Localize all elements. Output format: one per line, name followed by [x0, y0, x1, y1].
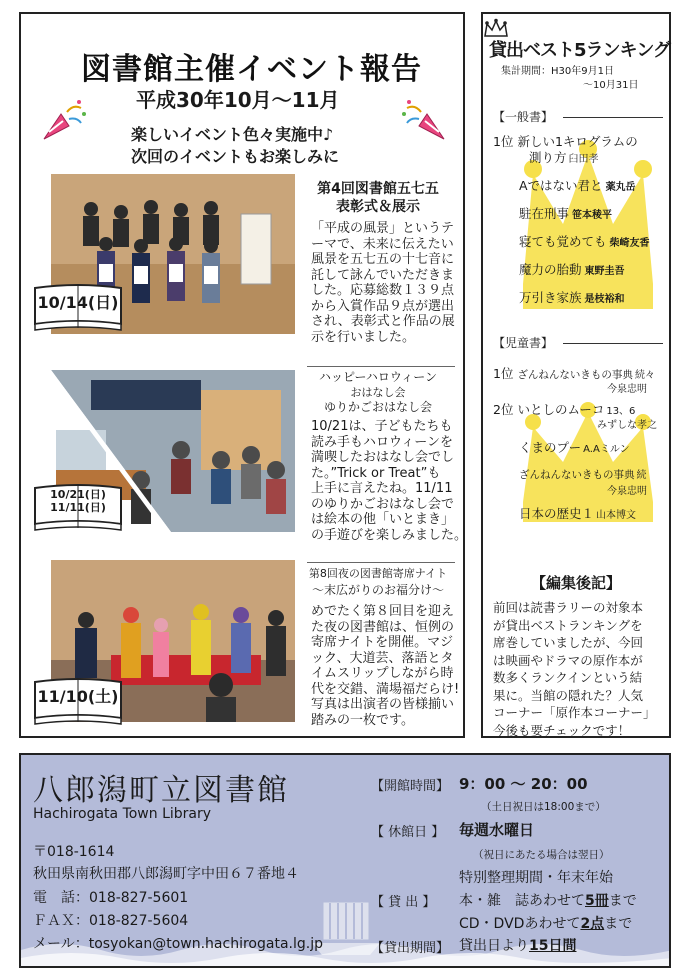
library-fax: ＦＡＸ：018-827-5604 — [33, 913, 189, 929]
editors-note-line: は映画やドラマの原作本が — [493, 652, 643, 668]
party-popper-icon — [399, 94, 449, 144]
closed-extra: 特別整理期間・年末年始 — [459, 870, 613, 886]
divider — [563, 343, 663, 344]
event-3-text-line: ック、大道芸、落語とタ — [311, 650, 454, 666]
book-author: 柴崎友香 — [609, 238, 650, 249]
event-1-text-line: 託して詠んでいただきま — [311, 267, 455, 283]
loan-period — [459, 935, 576, 955]
loan-books — [459, 890, 637, 910]
event-1-text-line: ーマで、未来に伝えたい — [311, 236, 454, 252]
loan-label: 【 貸 出 】 — [371, 895, 436, 910]
event-2-text-line: は絵本の他「いとまき」 — [311, 512, 455, 527]
event-3-text-line: めでたく第８回目を迎え — [311, 604, 455, 619]
loan-books-limit: 5冊 — [585, 893, 609, 909]
book-title: 万引き家族 — [519, 290, 582, 305]
report-subtitle-2: 次回のイベントもお楽しみに — [131, 147, 340, 166]
loan-cd-limit: 2点 — [580, 916, 605, 932]
ranking-period-2: ～10月31日 — [583, 80, 639, 91]
ranking-panel — [481, 12, 671, 738]
general-rank-item — [519, 288, 625, 306]
divider — [307, 562, 455, 563]
book-title: 駐在刑事 — [519, 206, 570, 221]
event-3-heading-line-2: ～末広がりのお福分け～ — [311, 583, 444, 597]
book-author: 笹本稜平 — [572, 210, 613, 221]
event-2-heading-line-1: ハッピーハロウィーン — [319, 370, 437, 384]
closed-label: 【 休館日 】 — [371, 825, 445, 840]
book-author: 東野圭吾 — [584, 266, 625, 277]
editors-note-line: 数多くランクインという結 — [493, 670, 643, 685]
loan-period-label: 【貸出期間】 — [371, 941, 450, 956]
event-2-text-line: 10/21は、子どもたちも — [311, 419, 453, 434]
event-2-text-line: 満喫したおはなし会でし — [311, 450, 455, 465]
event-1-text-line: した。応募総数１３９点 — [311, 283, 455, 298]
children-rank-item — [519, 466, 647, 482]
ranking-title: 貸出ベスト5ランキング — [489, 40, 670, 61]
loan-period-text: 貸出日より — [459, 938, 529, 954]
report-period: 平成30年10月～11月 — [136, 88, 340, 112]
editors-note-line: 果に。当館の隠れた？人気 — [493, 687, 644, 703]
event-1-text-line: され、表彰式と作品の展 — [311, 314, 455, 329]
event-2-text-line: た。”Trick or Treat”も — [311, 465, 441, 481]
event-1-text-line: 示を行いました。 — [311, 329, 416, 345]
library-email: メール：tosyokan@town.hachirogata.lg.jp — [33, 936, 323, 952]
book-author: A.Aミルン — [583, 444, 630, 455]
children-rank-item — [519, 438, 630, 456]
library-info-panel — [19, 753, 671, 968]
editors-note-line: 今後も要チェックです！ — [493, 722, 631, 738]
event-1-text-line: から入賞作品９点が選出 — [311, 298, 455, 314]
book-title: くまのプー — [519, 440, 582, 455]
general-rank-item — [519, 260, 625, 278]
event-2-body — [311, 419, 468, 543]
event-2-heading-line-2: おはなし会 — [350, 386, 406, 399]
event-3-heading-line-1: 第8回夜の図書館寄席ナイト — [308, 567, 448, 580]
library-name-en: Hachirogata Town Library — [33, 806, 212, 822]
book-title: 日本の歴史１ — [519, 506, 595, 521]
event-report-panel — [19, 12, 468, 738]
event-1-heading-line-2: 表彰式＆展示 — [336, 199, 420, 215]
event-2-text-line: の手遊びを楽しみました。 — [311, 527, 468, 543]
editors-note-line: コーナー「原作本コーナー」 — [493, 705, 656, 720]
event-3-text-line: 寄席ナイトを開催。マジ — [311, 635, 454, 650]
book-title: 寝ても覚めても — [519, 234, 607, 249]
rank-number: 1位 — [493, 134, 514, 149]
loan-period-days: 15日間 — [529, 938, 577, 954]
book-author: 今泉忠明 — [607, 384, 647, 395]
ranking-period-1: 集計期間：H30年9月1日 — [501, 66, 614, 77]
book-author: 是枝裕和 — [584, 294, 625, 305]
book-title: ざんねんないきもの事典 — [519, 469, 635, 481]
report-title: 図書館主催イベント報告 — [81, 52, 422, 87]
editors-note-line: 前回は読書ラリーの対象本 — [493, 600, 644, 615]
book-author: 続々 — [634, 370, 655, 381]
event-1-date-badge — [33, 284, 123, 334]
children-books-label: 【児童書】 — [493, 336, 554, 350]
event-2-text-line: 上手に言えたね。11/11 — [311, 481, 453, 496]
library-phone: 電 話：018-827-5601 — [33, 890, 189, 906]
event-3-text-line: 踏みの一枚です。 — [311, 712, 414, 728]
event-3-text-line: 写真は出演者の皆様揃い — [311, 697, 455, 712]
loan-cd — [459, 913, 632, 933]
event-3-body — [311, 604, 463, 728]
loan-books-text: 本・雑 誌あわせて — [459, 893, 585, 909]
event-3-text-line: イムスリップしながら時 — [311, 666, 454, 681]
loan-cd-text: CD・DVDあわせて — [459, 916, 581, 932]
event-3-date: 11/10(土) — [37, 687, 119, 706]
book-author: 薬丸岳 — [605, 182, 636, 193]
general-books-label: 【一般書】 — [493, 110, 554, 124]
book-title: 新しい1キログラムの — [517, 134, 638, 149]
event-2-heading — [303, 370, 453, 415]
event-3-text-line: た夜の図書館は、恒例の — [311, 619, 455, 635]
book-title: いとしのムーコ — [517, 402, 605, 417]
party-popper-icon — [39, 94, 89, 144]
book-title: ざんねんないきもの事典 — [517, 369, 633, 381]
hours-note: （土日祝日は18:00まで） — [481, 801, 606, 813]
rank-number: 1位 — [493, 366, 514, 381]
book-author: 続 — [636, 470, 647, 481]
event-2-heading-line-3: ゆりかごおはなし会 — [323, 400, 432, 414]
event-2-date-badge — [33, 484, 123, 534]
loan-books-suffix: まで — [608, 893, 637, 909]
hours-value: 9：00 ～ 20：00 — [459, 775, 588, 793]
event-1-text-line: 風景を五七五の十七音に — [311, 252, 455, 267]
book-title: Aではない君と — [519, 178, 603, 193]
event-1-heading-line-1: 第4回図書館五七五 — [317, 181, 439, 197]
editors-note-line: が貸出ベストランキングを — [493, 617, 643, 633]
general-rank-item — [519, 204, 612, 222]
editors-note-line: 席巻していましたが、今回 — [493, 635, 644, 650]
closed-note: （祝日にあたる場合は翌日） — [473, 849, 610, 861]
book-author: みずしな孝之 — [597, 420, 657, 431]
event-3-heading — [303, 566, 453, 598]
event-1-text-line: 「平成の風景」というテ — [311, 221, 455, 236]
book-author: 今泉忠明 — [607, 486, 647, 497]
event-1-body — [311, 221, 463, 345]
general-rank-1-cont — [529, 148, 599, 166]
event-1-heading — [303, 180, 453, 216]
event-2-text-line: のゆりかごおはなし会で — [311, 496, 455, 512]
divider — [307, 366, 455, 367]
general-rank-item — [519, 176, 636, 194]
library-name: 八郎潟町立図書館 — [33, 773, 289, 808]
library-address: 秋田県南秋田郡八郎潟町字中田６７番地４ — [33, 866, 299, 882]
book-volume: 13、6 — [606, 406, 636, 417]
general-rank-item — [519, 232, 650, 250]
book-author: 山本博文 — [596, 510, 637, 521]
event-1-date: 10/14(日) — [37, 293, 119, 312]
event-3-date-badge — [33, 678, 123, 728]
event-2-date: 10/21(日) 11/11(日) — [50, 488, 106, 514]
book-title: 魔力の胎動 — [519, 262, 582, 277]
hours-label: 【開館時間】 — [371, 779, 450, 794]
book-author: 臼田孝 — [568, 154, 599, 165]
closed-value: 毎週水曜日 — [459, 821, 535, 839]
divider — [563, 117, 663, 118]
event-2-text-line: 読み手もハロウィーンを — [311, 434, 453, 450]
editors-note-body — [493, 599, 656, 739]
rank-number: 2位 — [493, 402, 514, 417]
library-postal: 〒018-1614 — [33, 844, 115, 860]
report-subtitle-1: 楽しいイベント色々実施中♪ — [131, 125, 334, 144]
children-rank-item — [519, 504, 636, 522]
book-title: 測り方 — [529, 150, 567, 165]
event-3-text-line: 代を交錯、満場福だらけ! — [311, 681, 460, 697]
editors-note-heading: 【編集後記】 — [530, 574, 621, 592]
loan-cd-suffix: まで — [604, 916, 633, 932]
